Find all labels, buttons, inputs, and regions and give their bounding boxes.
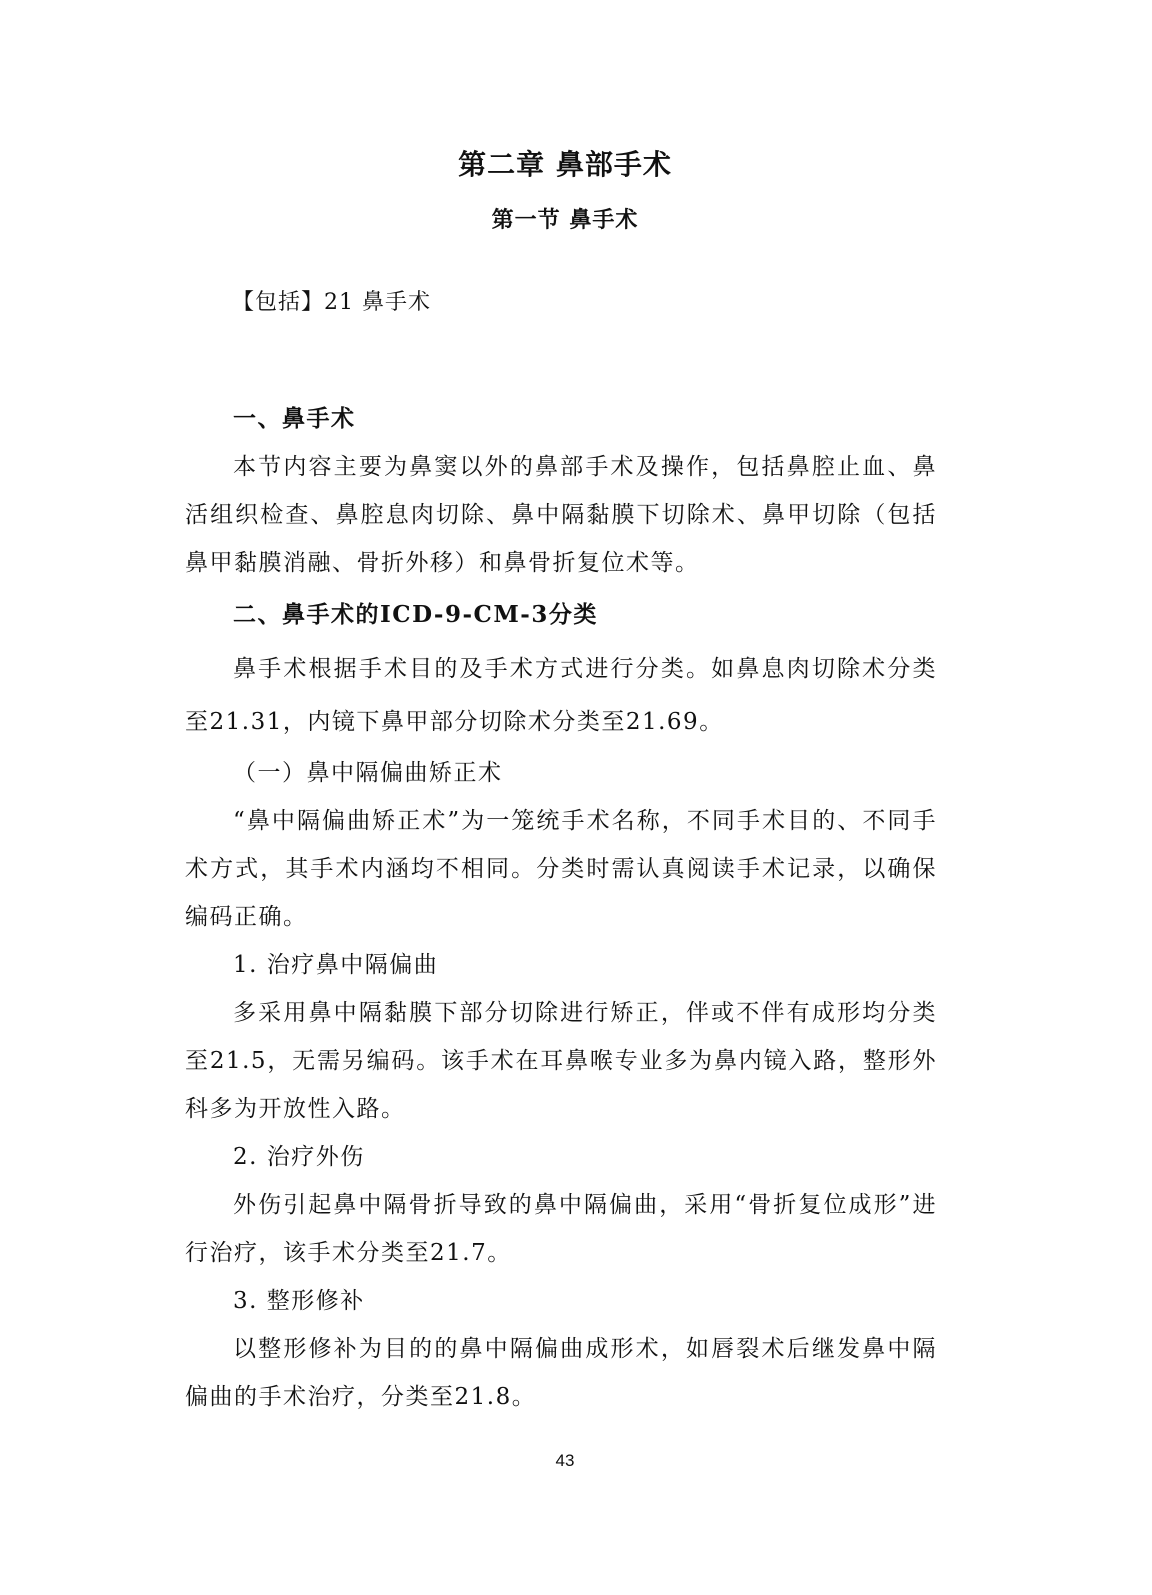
page-number: 43 [555,1451,575,1470]
paragraph-treat-trauma: 外伤引起鼻中隔骨折导致的鼻中隔偏曲，采用“骨折复位成形”进行治疗，该手术分类至21.7。 [185,1192,937,1266]
item-treat-trauma: 2. 治疗外伤 [233,1144,365,1170]
item-treat-deviation: 1. 治疗鼻中隔偏曲 [233,952,439,978]
subheading-septum-correction: （一）鼻中隔偏曲矫正术 [233,760,503,786]
heading-classification: 二、鼻手术的ICD-9-CM-3分类 [233,601,598,628]
paragraph-intro: 本节内容主要为鼻窦以外的鼻部手术及操作，包括鼻腔止血、鼻活组织检查、鼻腔息肉切除、鼻中隔黏膜下切除术、鼻甲切除（包括鼻甲黏膜消融、骨折外移）和鼻骨折复位术等。 [185,454,937,576]
heading-nose-surgery: 一、鼻手术 [233,405,356,432]
chapter-title: 第二章 鼻部手术 [458,148,672,181]
item-plastic-repair: 3. 整形修补 [233,1288,365,1314]
body-content [185,395,937,1421]
paragraph-classification: 鼻手术根据手术目的及手术方式进行分类。如鼻息肉切除术分类至21.31，内镜下鼻甲部分切除术分类至21.69。 [185,656,937,735]
paragraph-treat-deviation: 多采用鼻中隔黏膜下部分切除进行矫正，伴或不伴有成形均分类至21.5，无需另编码。该手术在耳鼻喉专业多为鼻内镜入路，整形外科多为开放性入路。 [185,1000,937,1122]
include-line: 【包括】21 鼻手术 [232,290,431,315]
paragraph-plastic-repair: 以整形修补为目的的鼻中隔偏曲成形术，如唇裂术后继发鼻中隔偏曲的手术治疗，分类至21.8。 [185,1336,937,1410]
section-title: 第一节 鼻手术 [491,207,639,233]
paragraph-septum-general: “鼻中隔偏曲矫正术”为一笼统手术名称，不同手术目的、不同手术方式，其手术内涵均不相同。分类时需认真阅读手术记录，以确保编码正确。 [185,808,937,930]
